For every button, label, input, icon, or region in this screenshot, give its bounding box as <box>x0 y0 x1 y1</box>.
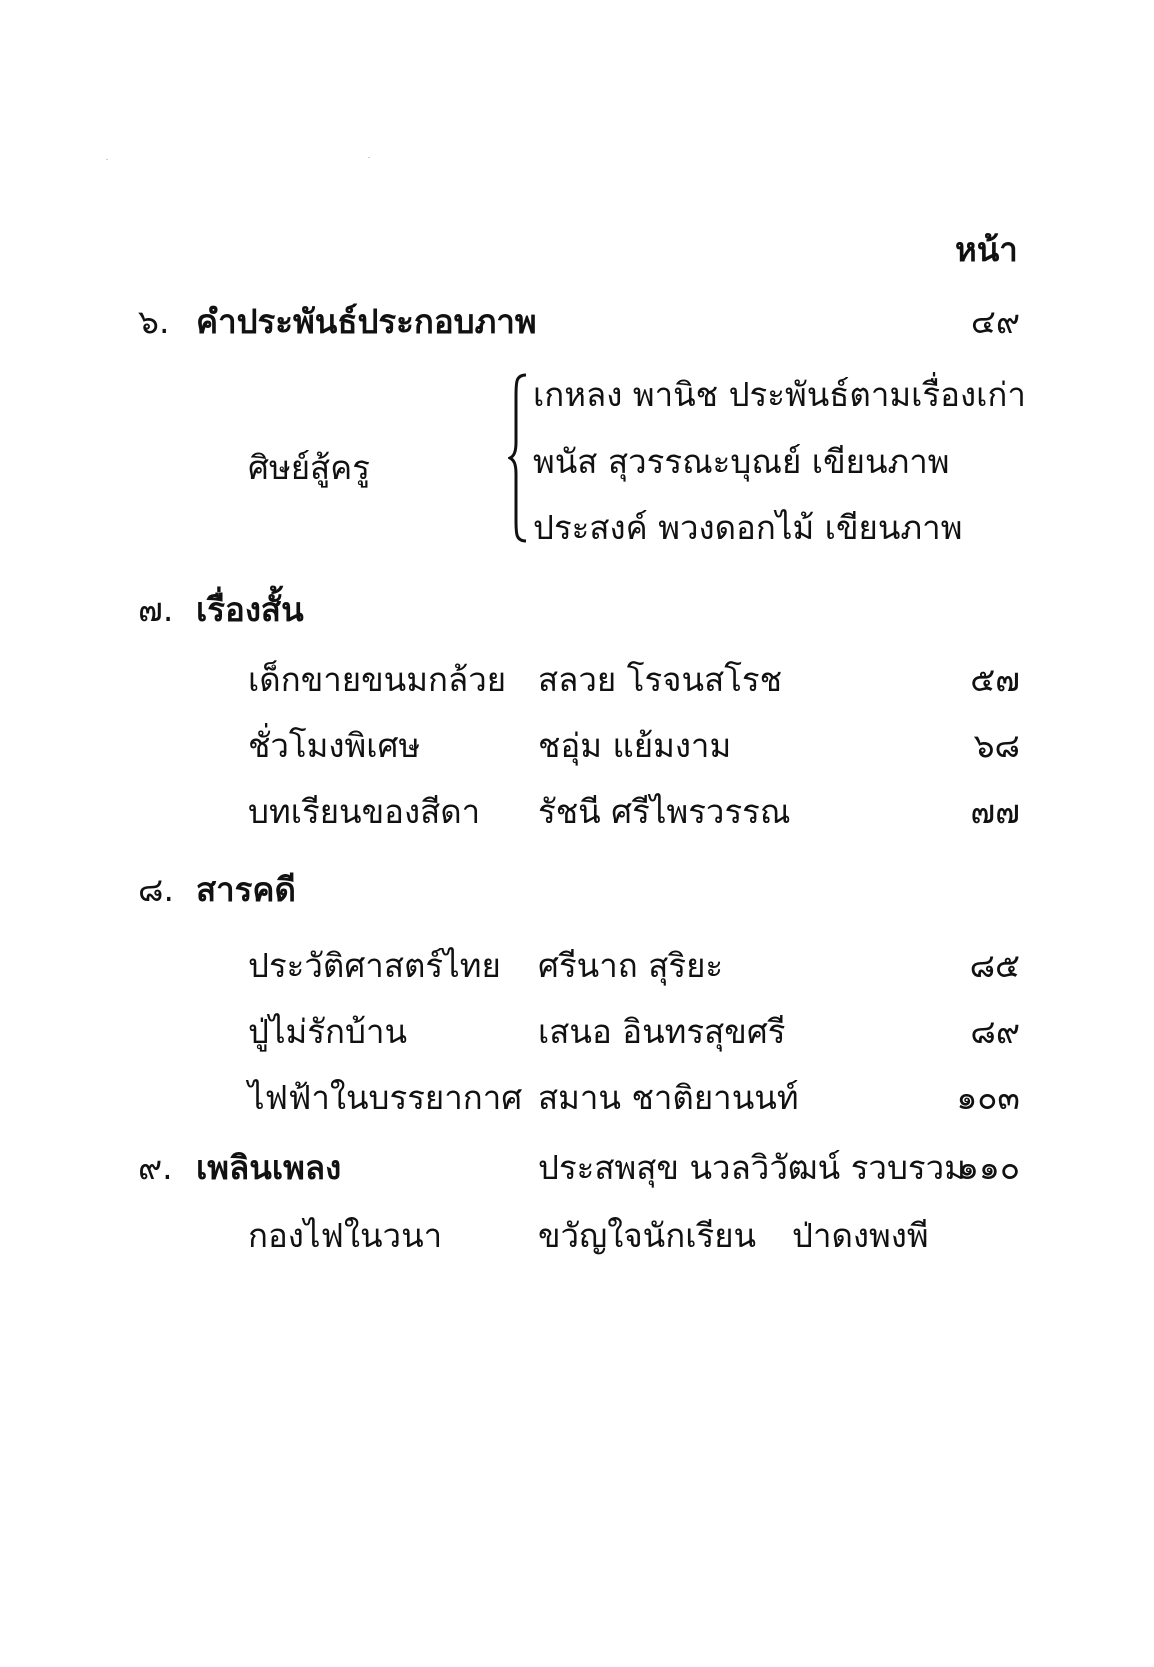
section-6-title: คำประพันธ์ประกอบภาพ <box>196 302 537 341</box>
curly-brace-icon <box>508 372 528 544</box>
page-column-header: หน้า <box>955 230 1018 269</box>
section-6-entry-title: ศิษย์สู้ครู <box>248 448 370 487</box>
entry-7-3-author: รัชนี ศรีไพรวรรณ <box>538 792 791 831</box>
credit-line-2: พนัส สุวรรณะบุณย์ เขียนภาพ <box>533 442 950 481</box>
entry-8-2-title: ปู่ไม่รักบ้าน <box>248 1012 408 1051</box>
section-7-title: เรื่องสั้น <box>196 590 304 629</box>
entry-9-1-extra: ป่าดงพงพี <box>792 1216 929 1255</box>
scan-speck <box>368 157 370 158</box>
entry-8-2-author: เสนอ อินทรสุขศรี <box>538 1012 786 1051</box>
section-7-number: ๗. <box>138 590 174 629</box>
entry-9-1-author: ขวัญใจนักเรียน <box>538 1216 757 1255</box>
entry-9-1-title: กองไฟในวนา <box>248 1216 443 1255</box>
section-9-number: ๙. <box>138 1148 173 1187</box>
section-6-page: ๔๙ <box>970 302 1020 341</box>
entry-8-1-title: ประวัติศาสตร์ไทย <box>248 946 501 985</box>
entry-7-3-page: ๗๗ <box>970 792 1020 831</box>
entry-7-2-author: ชอุ่ม แย้มงาม <box>538 726 732 765</box>
section-9-page: ๑๑๐ <box>957 1148 1020 1187</box>
entry-8-1-page: ๘๕ <box>969 946 1020 985</box>
entry-7-2-title: ชั่วโมงพิเศษ <box>248 726 421 765</box>
entry-7-1-page: ๕๗ <box>970 660 1020 699</box>
entry-7-1-author: สลวย โรจนสโรช <box>538 660 783 699</box>
entry-8-1-author: ศรีนาถ สุริยะ <box>538 946 724 985</box>
entry-7-3-title: บทเรียนของสีดา <box>248 792 481 831</box>
entry-8-2-page: ๘๙ <box>970 1012 1020 1051</box>
entry-7-1-title: เด็กขายขนมกล้วย <box>248 660 507 699</box>
entry-8-3-page: ๑๐๓ <box>956 1078 1020 1117</box>
section-8-title: สารคดี <box>196 870 296 909</box>
entry-8-3-title: ไฟฟ้าในบรรยากาศ <box>248 1078 523 1117</box>
section-9-author: ประสพสุข นวลวิวัฒน์ รวบรวม <box>538 1148 966 1187</box>
entry-7-2-page: ๖๘ <box>973 726 1020 765</box>
entry-8-3-author: สมาน ชาติยานนท์ <box>538 1078 799 1117</box>
section-8-number: ๘. <box>138 870 174 909</box>
scan-speck <box>106 159 108 160</box>
section-9-title: เพลินเพลง <box>196 1148 342 1187</box>
credit-line-1: เกหลง พานิช ประพันธ์ตามเรื่องเก่า <box>533 375 1026 414</box>
credit-line-3: ประสงค์ พวงดอกไม้ เขียนภาพ <box>533 508 963 547</box>
section-6-number: ๖. <box>138 302 170 341</box>
